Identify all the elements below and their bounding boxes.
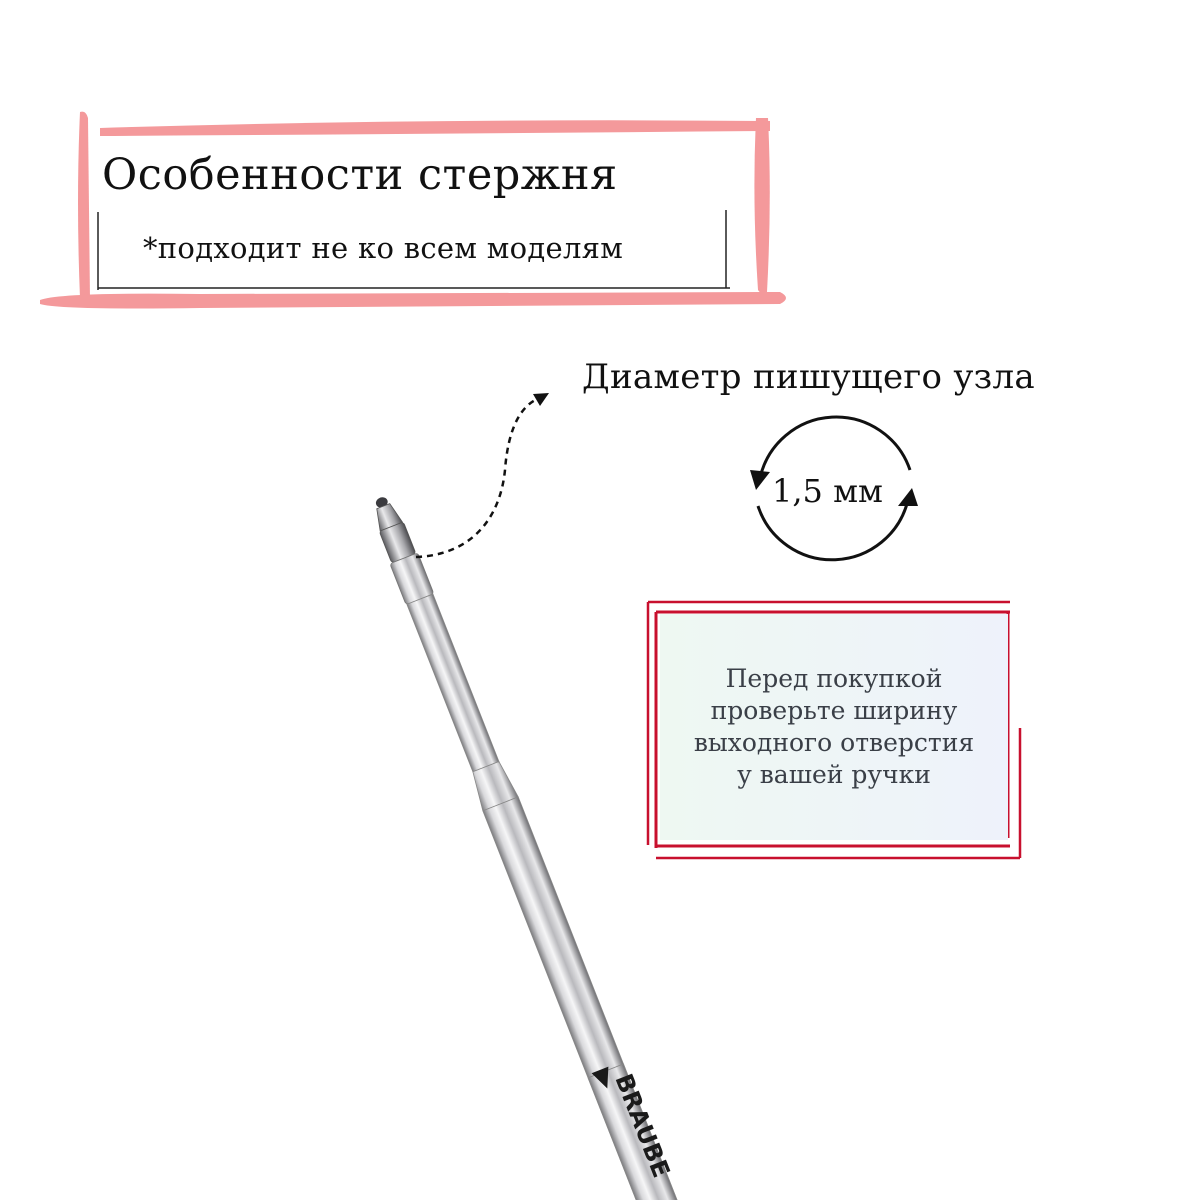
page-title: Особенности стержня: [102, 150, 618, 200]
note-line: у вашей ручки: [737, 760, 931, 789]
diameter-label: Диаметр пишущего узла: [582, 357, 1035, 397]
note-line: Перед покупкой: [725, 664, 943, 693]
note-text: [694, 663, 974, 791]
note-box: [660, 614, 1008, 840]
brand-label: BRAUBE: [609, 1069, 676, 1182]
diameter-value: 1,5 мм: [772, 472, 883, 510]
note-line: выходного отверстия: [693, 728, 975, 757]
page-subtitle: *подходит не ко всем моделям: [143, 231, 624, 265]
note-line: проверьте ширину: [710, 696, 958, 725]
